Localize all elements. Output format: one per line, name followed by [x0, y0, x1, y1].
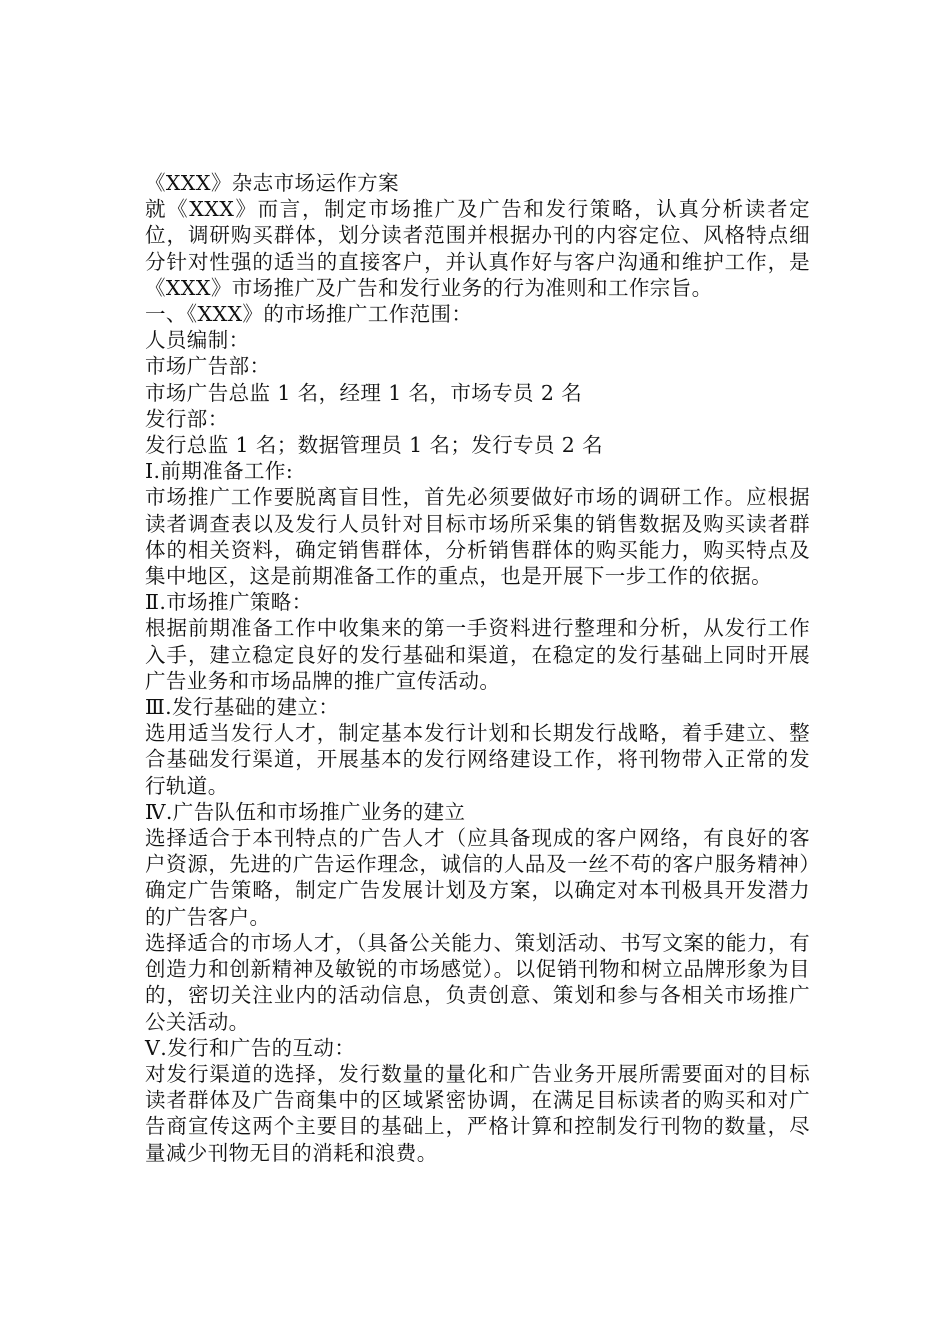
part5-heading: Ⅴ.发行和广告的互动： [145, 1035, 356, 1060]
document-title: 《XXX》杂志市场运作方案 [145, 171, 399, 195]
market-ad-dept-label: 市场广告部： [145, 354, 271, 379]
part4-paragraph-1: 选择适合于本刊特点的广告人才（应具备现成的客户网络，有良好的客户资源，先进的广告运作理念，诚信的人品及一丝不苟的客户服务精神）确定广告策略，制定广告发展计划及方案，以确定对本刊极具开发潜力的广告客户。 [145, 826, 810, 929]
part4-heading: Ⅳ.广告队伍和市场推广业务的建立 [145, 799, 466, 824]
distribution-dept-staff: 发行总监 1 名；数据管理员 1 名；发行专员 2 名 [145, 433, 604, 458]
part3-heading: Ⅲ.发行基础的建立： [145, 695, 340, 720]
distribution-dept-label: 发行部： [145, 406, 229, 431]
part1-heading: Ⅰ.前期准备工作: [145, 459, 294, 484]
market-ad-dept-staff: 市场广告总监 1 名，经理 1 名，市场专员 2 名 [145, 380, 583, 405]
part3-paragraph: 选用适当发行人才，制定基本发行计划和长期发行战略，着手建立、整合基础发行渠道，开展基本的发行网络建设工作，将刊物带入正常的发行轨道。 [145, 721, 810, 798]
part2-paragraph: 根据前期准备工作中收集来的第一手资料进行整理和分析，从发行工作入手，建立稳定良好的发行基础和渠道，在稳定的发行基础上同时开展广告业务和市场品牌的推广宣传活动。 [145, 616, 810, 693]
part2-heading: Ⅱ.市场推广策略： [145, 590, 313, 615]
part4-paragraph-2: 选择适合的市场人才，（具备公关能力、策划活动、书写文案的能力，有创造力和创新精神及敏锐的市场感觉）。以促销刊物和树立品牌形象为目的，密切关注业内的活动信息，负责创意、策划和参与各相关市场推广公关活动。 [145, 930, 810, 1034]
section-heading: 一、《XXX》的市场推广工作范围： [145, 302, 473, 327]
staffing-label: 人员编制： [145, 328, 250, 353]
part5-paragraph: 对发行渠道的选择，发行数量的量化和广告业务开展所需要面对的目标读者群体及广告商集中的区域紧密协调，在满足目标读者的购买和对广告商宣传这两个主要目的基础上，严格计算和控制发行刊物的数量，尽量减少刊物无目的消耗和浪费。 [145, 1061, 810, 1165]
part1-paragraph: 市场推广工作要脱离盲目性，首先必须要做好市场的调研工作。应根据读者调查表以及发行人员针对目标市场所采集的销售数据及购买读者群体的相关资料，确定销售群体，分析销售群体的购买能力，购买特点及集中地区，这是前期准备工作的重点，也是开展下一步工作的依据。 [145, 485, 810, 589]
intro-paragraph: 就《XXX》而言，制定市场推广及广告和发行策略，认真分析读者定位，调研购买群体，划分读者范围并根据办刊的内容定位、风格特点细分针对性强的适当的直接客户，并认真作好与客户沟通和维护工作，是《XXX》市场推广及广告和发行业务的行为准则和工作宗旨。 [145, 197, 810, 300]
document-body [145, 170, 810, 1166]
